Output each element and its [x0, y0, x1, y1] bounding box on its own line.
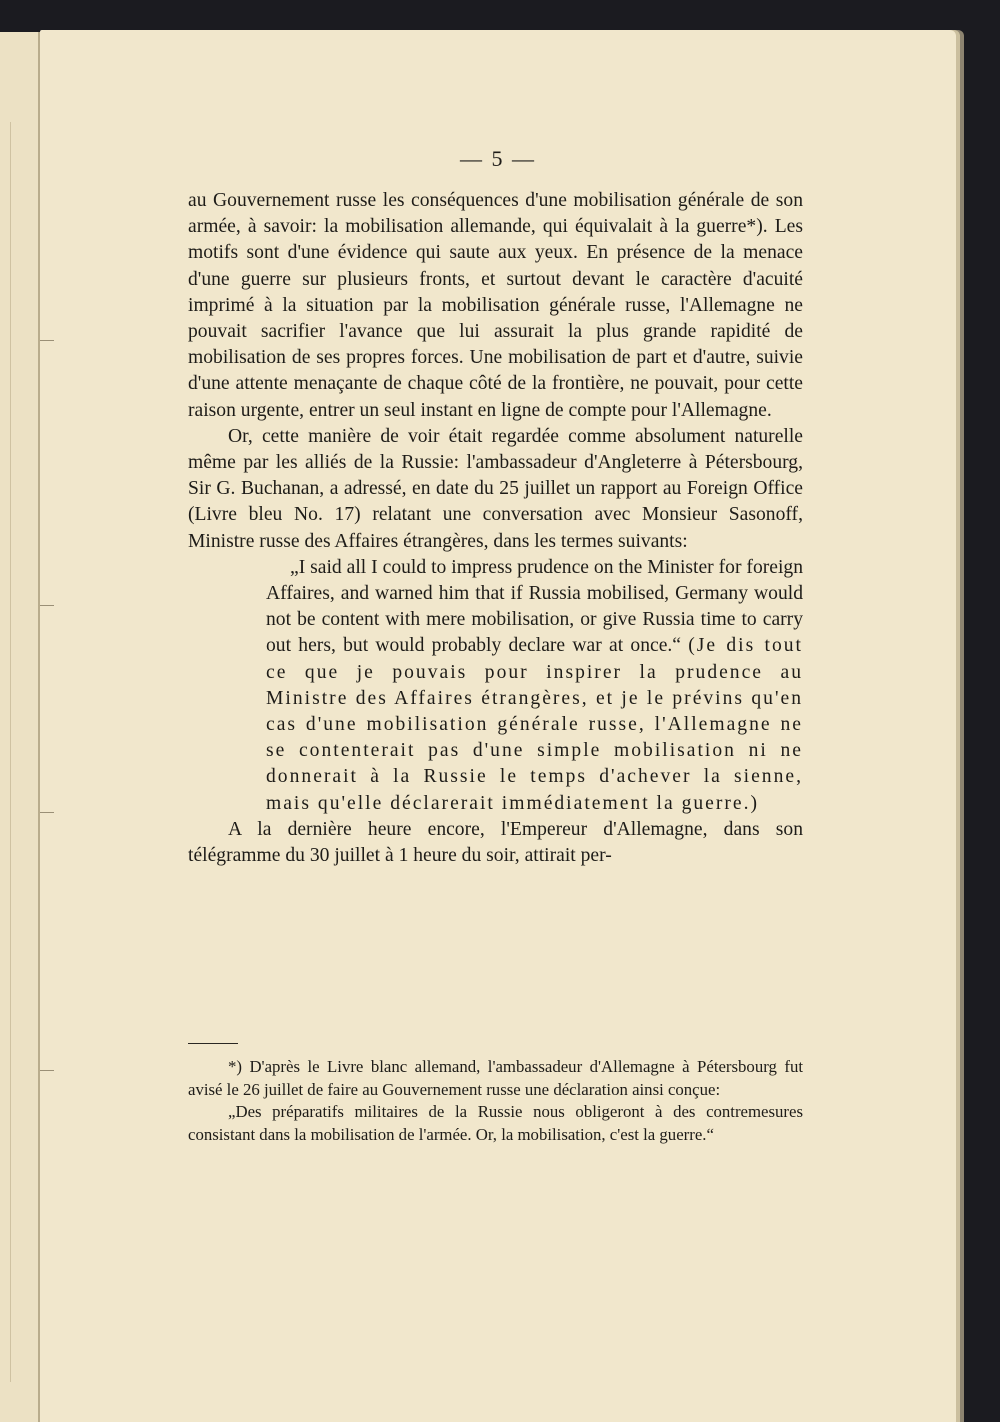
paragraph-3: A la dernière heure encore, l'Empereur d'Allemagne, dans son télégramme du 30 juillet à 1 heure du soir, attirait per-	[188, 818, 803, 867]
book-page	[40, 30, 956, 1422]
quote-english: „I said all I could to impress prudence on the Minister for foreign Affaires, and warned him that if Russia mobilised, Germany would not be content with mere mobilisation, or give Russia time to carry out hers, but would probably declare war at once.“	[266, 556, 803, 657]
footnote-separator	[188, 1043, 238, 1044]
main-text	[188, 188, 803, 869]
paragraph-2: Or, cette manière de voir était regardée comme absolument naturelle même par les alliés de la Russie: l'ambassadeur d'Angleterre à Pétersbourg, Sir G. Buchanan, a adressé, en date du 25 juillet un rapport au Foreign Office (Livre bleu No. 17) relatant une conversation avec Monsieur Sasonoff, Ministre russe des Affaires étrangères, dans les termes suivants:	[188, 425, 803, 552]
binding-stitch	[40, 340, 54, 341]
footnotes	[188, 1056, 803, 1146]
binding-stitch	[40, 812, 54, 813]
paragraph-1: au Gouvernement russe les conséquences d'une mobilisation générale de son armée, à savoir: la mobilisation allemande, qui équivalait à la guerre*). Les motifs sont d'une évidence qui saute aux yeux. En présence de la menace d'une guerre sur plusieurs fronts, et surtout devant le caractère d'acuité imprimé à la situation par la mobilisation générale russe, l'Allemagne ne pouvait sacrifier l'avance que lui assurait la plus grande rapidité de mobilisation de ses propres forces. Une mobilisation de part et d'autre, suivie d'une attente menaçante de chaque côté de la frontière, ne pouvait, pour cette raison urgente, entrer un seul instant en ligne de compte pour l'Allemagne.	[188, 190, 803, 421]
footnote-1: *) D'après le Livre blanc allemand, l'ambassadeur d'Allemagne à Pétersbourg fut avisé le 26 juillet de faire au Gouvernement russe une déclaration ainsi conçue:	[188, 1057, 803, 1099]
footnote-1-quote: „Des préparatifs militaires de la Russie nous obligeront à des contremesures consistant dans la mobilisation de l'armée. Or, la mobilisation, c'est la guerre.“	[188, 1102, 803, 1144]
facing-page-margin-line	[10, 122, 11, 1382]
binding-stitch	[40, 1070, 54, 1071]
binding-stitch	[40, 605, 54, 606]
page-number: — 5 —	[460, 146, 536, 171]
facing-page-edge	[0, 32, 40, 1422]
block-quote	[266, 555, 803, 817]
quote-french-translation: (Je dis tout ce que je pouvais pour inspirer la prudence au Ministre des Affaires étrangères, et je le prévins qu'en cas d'une mobilisation générale russe, l'Allemagne ne se contenterait pas d'une simple mobilisation ni ne donnerait à la Russie le temps d'achever la sienne, mais qu'elle déclarerait immédiatement la guerre.)	[266, 635, 803, 814]
